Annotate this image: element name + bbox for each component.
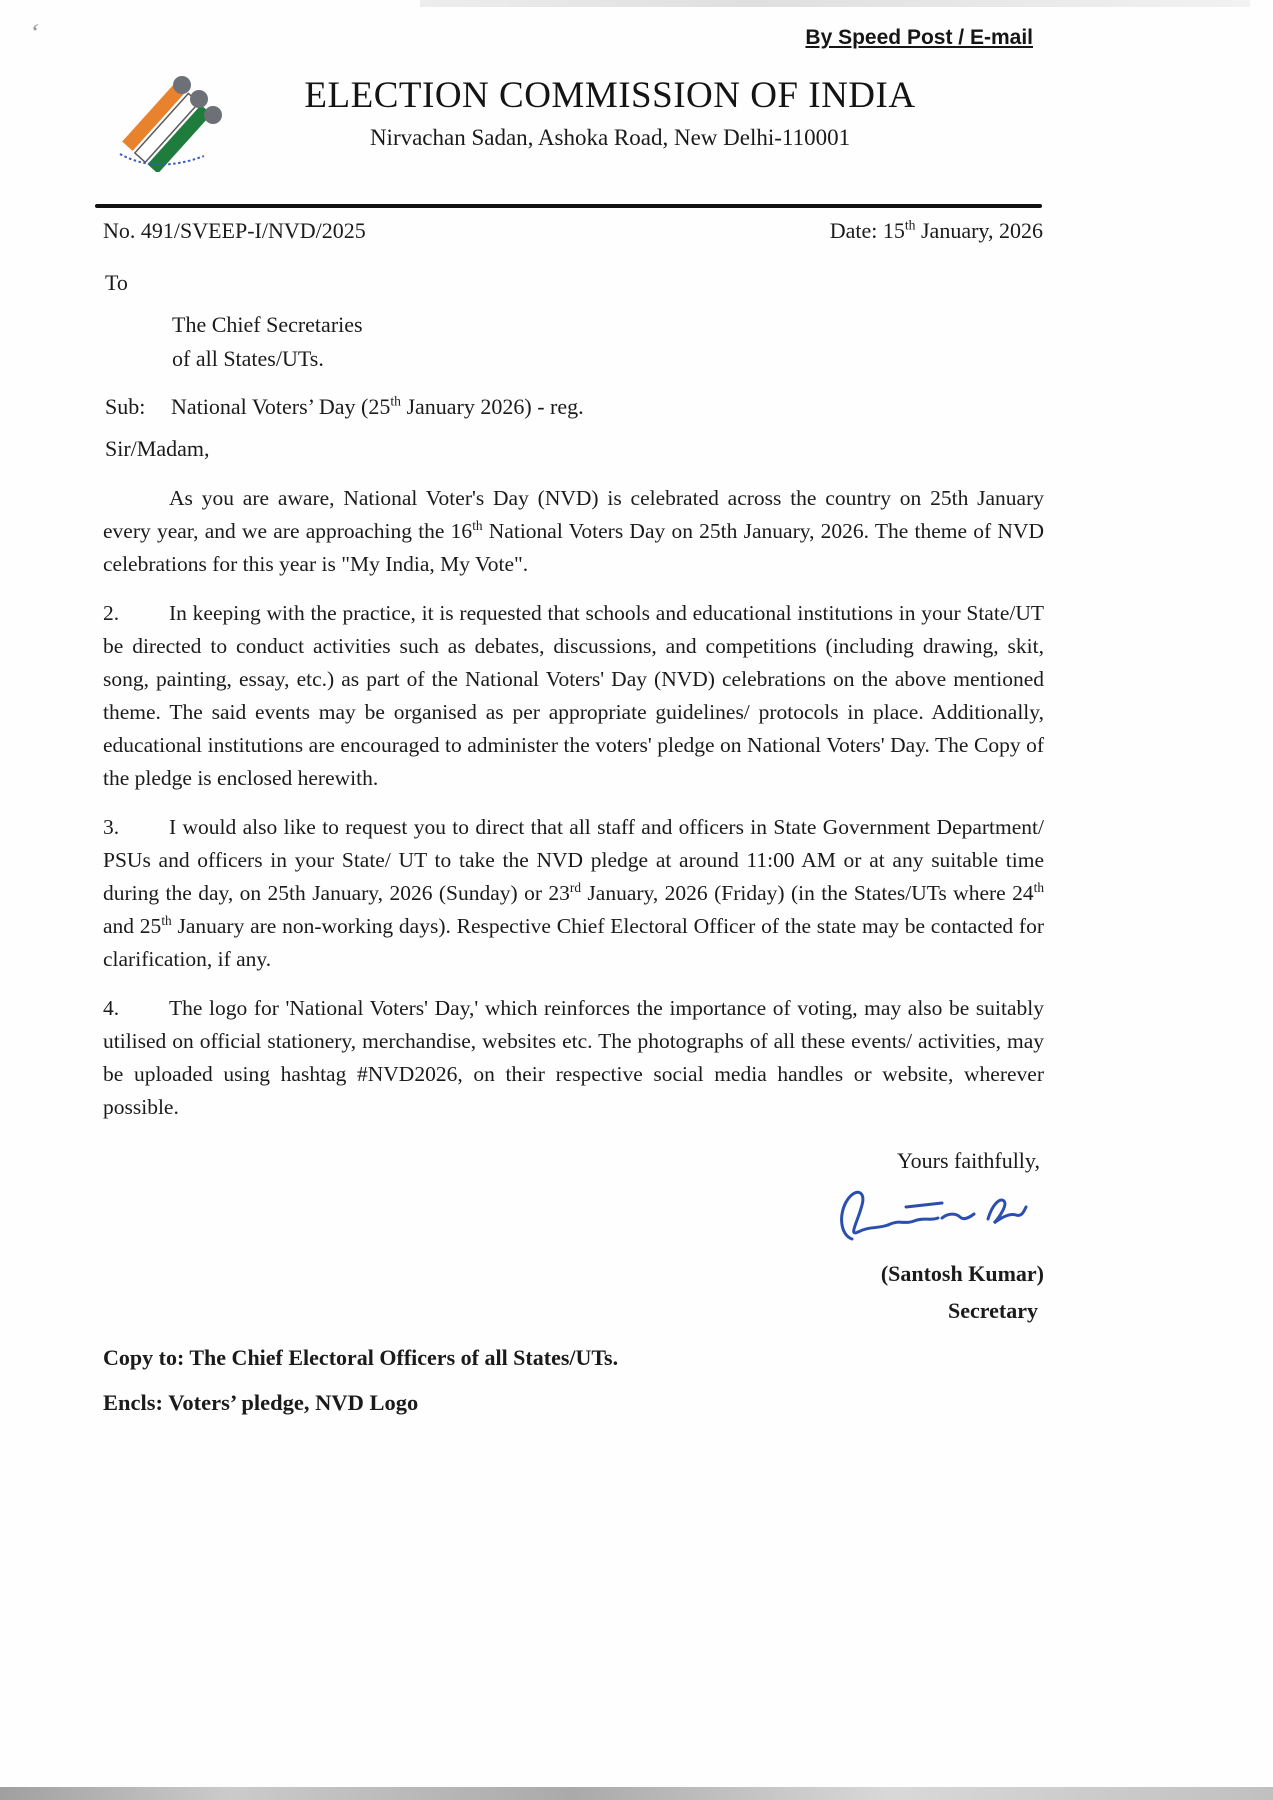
subject-row bbox=[105, 394, 1045, 420]
scan-edge-top bbox=[420, 0, 1250, 7]
letter-paragraph bbox=[103, 597, 1044, 795]
paragraph-text: The logo for 'National Voters' Day,' which reinforces the importance of voting, may also be suitably utilised on official stationery, merchandise, websites etc. The photographs of all these events/ activities, may be uploaded using hashtag #NVD2026, on their respective social media handles or website, wherever possible. bbox=[103, 996, 1044, 1119]
subject-label: Sub: bbox=[105, 394, 146, 419]
paragraph-text: As you are aware, National Voter's Day (NVD) is celebrated across the country on 25th January every year, and we are approaching the 16th National Voters Day on 25th January, 2026. The theme of NVD celebrations for this year is "My India, My Vote". bbox=[103, 486, 1044, 576]
letter-paragraph bbox=[103, 482, 1044, 581]
recipient-line: of all States/UTs. bbox=[172, 346, 324, 371]
signatory-title: Secretary bbox=[948, 1298, 1038, 1323]
greeting: Sir/Madam, bbox=[105, 436, 210, 461]
header-rule bbox=[95, 204, 1042, 208]
letter-paragraph bbox=[103, 992, 1044, 1124]
paragraph-number: 4. bbox=[103, 996, 120, 1020]
reference-row bbox=[103, 218, 1043, 244]
letterhead bbox=[250, 74, 970, 151]
closing-block bbox=[103, 1144, 1044, 1327]
letter-paragraph bbox=[103, 811, 1044, 976]
letter-date: Date: 15th January, 2026 bbox=[829, 217, 1043, 243]
scan-artifact: ‘ bbox=[27, 17, 42, 48]
signature bbox=[830, 1185, 1030, 1251]
copy-to-line: Copy to: The Chief Electoral Officers of all States/UTs. bbox=[103, 1345, 619, 1370]
postal-mode-label: By Speed Post / E-mail bbox=[805, 26, 1033, 49]
to-label: To bbox=[105, 270, 128, 295]
recipient-block bbox=[172, 308, 363, 376]
paragraph-number: 2. bbox=[103, 601, 120, 625]
paragraphs bbox=[103, 482, 1044, 1124]
reference-number: No. 491/SVEEP-I/NVD/2025 bbox=[103, 218, 366, 243]
scan-edge-bottom bbox=[0, 1787, 1273, 1800]
footer-notes bbox=[103, 1341, 1044, 1419]
paragraph-number: 3. bbox=[103, 815, 120, 839]
org-address: Nirvachan Sadan, Ashoka Road, New Delhi-110001 bbox=[369, 125, 851, 150]
letter-body bbox=[103, 482, 1044, 1419]
recipient-line: The Chief Secretaries bbox=[172, 312, 363, 337]
subject-text: National Voters’ Day (25th January 2026) - reg. bbox=[171, 393, 584, 419]
org-title: ELECTION COMMISSION OF INDIA bbox=[304, 75, 916, 116]
paragraph-text: I would also like to request you to direct that all staff and officers in State Government Department/ PSUs and officers in your State/ UT to take the NVD pledge at around 11:00 AM or at any suitable time during the day, on 25th January, 2026 (Sunday) or 23rd January, 2026 (Friday) (in the States/UTs where 24th and 25th January are non-working days). Respective Chief Electoral Officer of the state may be contacted for clarification, if any. bbox=[103, 815, 1044, 971]
eci-logo-graphic bbox=[112, 70, 232, 172]
signatory-name: (Santosh Kumar) bbox=[880, 1261, 1044, 1286]
valediction: Yours faithfully, bbox=[896, 1148, 1040, 1173]
paragraph-text: In keeping with the practice, it is requested that schools and educational institutions in your State/UT be directed to conduct activities such as debates, discussions, and competitions (including drawing, skit, song, painting, essay, etc.) as part of the National Voters' Day (NVD) celebrations on the above mentioned theme. The said events may be organised as per appropriate guidelines/ protocols in place. Additionally, educational institutions are encouraged to administer the voters' pledge on National Voters' Day. The Copy of the pledge is enclosed herewith. bbox=[103, 601, 1044, 790]
enclosures-line: Encls: Voters’ pledge, NVD Logo bbox=[103, 1390, 419, 1415]
eci-logo bbox=[112, 70, 232, 172]
